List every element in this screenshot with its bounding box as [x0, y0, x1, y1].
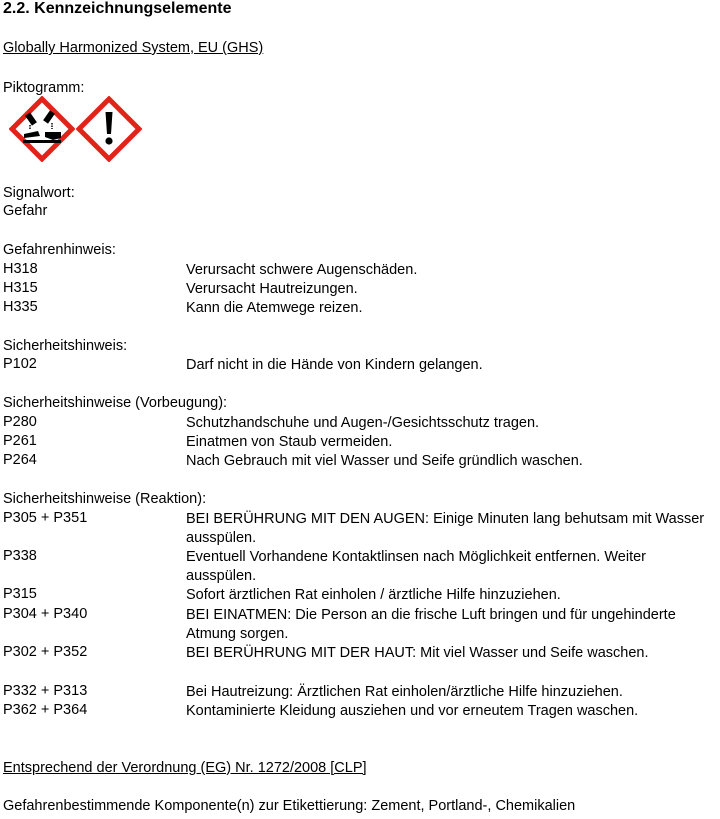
- hazard-text: Kann die Atemwege reizen.: [186, 300, 363, 316]
- prevention-text: Schutzhandschuhe und Augen-/Gesichtsschutz tragen.: [186, 415, 540, 431]
- prevention-text: Nach Gebrauch mit viel Wasser und Seife gründlich waschen.: [186, 453, 583, 469]
- hazard-code: H318: [3, 261, 38, 277]
- hazard-text: Verursacht Hautreizungen.: [186, 281, 358, 297]
- ghs-heading: Globally Harmonized System, EU (GHS): [3, 40, 264, 56]
- safety-code: P102: [3, 356, 37, 372]
- components-line: Gefahrenbestimmende Komponente(n) zur Etikettierung: Zement, Portland-, Chemikalien: [3, 798, 576, 814]
- prevention-code: P280: [3, 414, 37, 430]
- safety-label: Sicherheitshinweis:: [3, 338, 128, 354]
- reaction-text: BEI BERÜHRUNG MIT DER HAUT: Mit viel Wasser und Seife waschen.: [186, 645, 649, 661]
- reaction-text: Sofort ärztlichen Rat einholen / ärztliche Hilfe hinzuziehen.: [186, 587, 561, 603]
- safety-text: Darf nicht in die Hände von Kindern gelangen.: [186, 357, 483, 373]
- hazard-code: H315: [3, 280, 38, 296]
- reaction-code: P315: [3, 586, 37, 602]
- clp-heading: Entsprechend der Verordnung (EG) Nr. 1272/2008 [CLP]: [3, 760, 367, 776]
- signal-label: Signalwort:: [3, 185, 75, 201]
- reaction-text: Kontaminierte Kleidung ausziehen und vor erneutem Tragen waschen.: [186, 703, 639, 719]
- reaction-text: Bei Hautreizung: Ärztlichen Rat einholen/ärztliche Hilfe hinzuziehen.: [186, 684, 623, 700]
- reaction-code: P302 + P352: [3, 644, 88, 660]
- signal-word: Gefahr: [3, 203, 48, 219]
- pictogram-label: Piktogramm:: [3, 80, 85, 96]
- prevention-text: Einatmen von Staub vermeiden.: [186, 434, 393, 450]
- hazard-label: Gefahrenhinweis:: [3, 242, 116, 258]
- prevention-code: P264: [3, 452, 37, 468]
- hazard-text: Verursacht schwere Augenschäden.: [186, 262, 418, 278]
- reaction-code: P304 + P340: [3, 606, 88, 622]
- exclamation-mark-pictogram-icon: [76, 96, 142, 162]
- reaction-code: P332 + P313: [3, 683, 88, 699]
- reaction-label: Sicherheitshinweise (Reaktion):: [3, 491, 207, 507]
- reaction-code: P338: [3, 548, 37, 564]
- reaction-text: BEI BERÜHRUNG MIT DEN AUGEN: Einige Minuten lang behutsam mit Wasser ausspülen.: [186, 511, 705, 546]
- prevention-label: Sicherheitshinweise (Vorbeugung):: [3, 395, 228, 411]
- reaction-text: Eventuell Vorhandene Kontaktlinsen nach Möglichkeit entfernen. Weiter ausspülen.: [186, 549, 646, 584]
- corrosion-pictogram-icon: [9, 96, 75, 162]
- hazard-code: H335: [3, 299, 38, 315]
- section-title: 2.2. Kennzeichnungselemente: [3, 0, 232, 17]
- prevention-code: P261: [3, 433, 37, 449]
- reaction-text: BEI EINATMEN: Die Person an die frische Luft bringen und für ungehinderte Atmung sorgen.: [186, 607, 676, 642]
- reaction-code: P362 + P364: [3, 702, 88, 718]
- reaction-code: P305 + P351: [3, 510, 88, 526]
